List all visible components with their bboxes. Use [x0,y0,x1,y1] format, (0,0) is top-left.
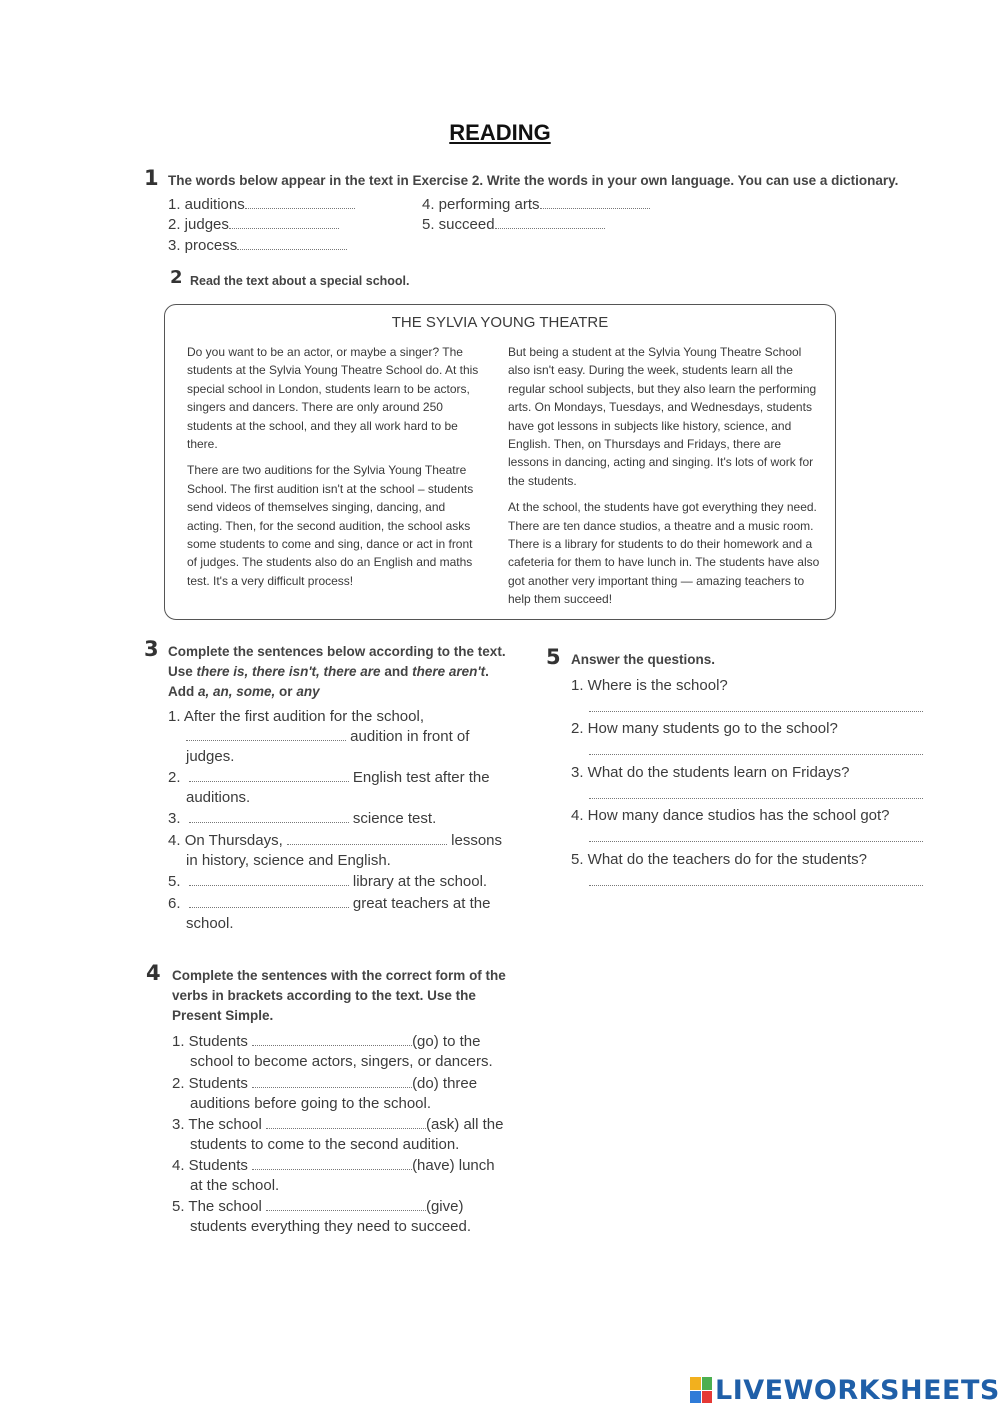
item-number: 5. [168,873,181,890]
ex1-item-label: 2. judges [168,216,229,233]
reading-right-column [508,343,824,617]
ex5-answer-4[interactable] [589,841,923,842]
exercise-4-instruction [172,966,532,1026]
ex3-inst-line: Complete the sentences below according to the text. [168,644,506,659]
ex4-item-5-line2: students everything they need to succeed. [190,1218,472,1235]
ex1-answer-2[interactable] [229,217,339,229]
ex3-answer-4[interactable] [287,833,447,845]
item-text: On Thursdays, [184,832,283,849]
ex4-inst-line: verbs in brackets according to the text. Use the [172,988,476,1003]
ex1-answer-5[interactable] [495,217,605,229]
item-text: (have) lunch [412,1157,495,1174]
ex4-item-1-line2: school to become actors, singers, or dancers. [190,1053,493,1070]
ex3-inst-line [168,662,528,682]
ex3-item-1 [168,707,424,727]
ex4-answer-1[interactable] [252,1034,412,1046]
ex5-answer-3[interactable] [589,798,923,799]
ex4-item-4 [172,1156,495,1176]
item-text: audition in front of [350,728,470,745]
ex3-answer-6[interactable] [189,896,349,908]
ex3-answer-5[interactable] [189,874,349,886]
item-text: 1. Students [172,1033,248,1050]
item-text: English test after the [352,769,490,786]
ex1-item-3 [168,236,347,256]
item-text: 3. The school [172,1116,262,1133]
item-text: 4. Students [172,1157,248,1174]
ex4-answer-2[interactable] [252,1076,412,1088]
reading-paragraph: Do you want to be an actor, or maybe a singer? The students at the Sylvia Young Theatre School do. At this special school in London, students learn to be actors, singers and dancers. There are only around 250 students at the school, and they all work hard to be there. [187,345,479,452]
ex1-item-2 [168,215,339,235]
item-text: (ask) all the [425,1116,504,1133]
reading-text-title: THE SYLVIA YOUNG THEATRE [391,314,609,331]
ex1-item-label: 3. process [168,237,238,254]
exercise-3-number: 3 [144,637,159,661]
ex3-inst-text: Add [168,684,198,699]
ex5-question-1: 1. Where is the school? [571,677,728,694]
logo-text: LIVEWORKSHEETS [715,1374,1000,1406]
item-number: 4. [168,832,181,849]
ex5-question-2: 2. How many students go to the school? [571,720,838,737]
ex1-item-label: 5. succeed [422,216,495,233]
ex4-item-4-line2: at the school. [190,1177,280,1194]
ex3-item-4-line2: in history, science and English. [186,852,391,869]
item-text: lessons [451,832,502,849]
ex3-item-6-line2: school. [186,915,234,932]
ex5-question-3: 3. What do the students learn on Fridays? [571,764,850,781]
ex4-item-1 [172,1032,480,1052]
ex4-item-5 [172,1197,463,1217]
ex4-answer-4[interactable] [252,1158,412,1170]
ex1-item-4 [422,195,650,215]
ex1-answer-4[interactable] [540,197,650,209]
ex4-item-2-line2: auditions before going to the school. [190,1095,432,1112]
reading-left-column [187,343,483,598]
item-number: 3. [168,810,181,827]
exercise-2-number: 2 [170,267,183,288]
ex1-item-5 [422,215,605,235]
ex1-answer-3[interactable] [237,238,347,250]
ex1-item-label: 4. performing arts [422,196,540,213]
reading-paragraph: But being a student at the Sylvia Young Theatre School also isn't easy. During the week, students learn all the regular school subjects, but they also learn the performing arts. On Mondays, Tuesdays, and Wednesdays, students have got lessons in subjects like history, science, and English. Then, on Thursdays and Fridays, there are lessons in dancing, acting and singing. It's lots of work for the students. [508,345,817,488]
item-number: 6. [168,895,181,912]
ex5-question-4: 4. How many dance studios has the school got? [571,807,890,824]
ex3-item-4 [168,831,502,851]
ex3-item-1-line2 [186,727,469,747]
exercise-5-instruction: Answer the questions. [571,652,716,667]
exercise-4-number: 4 [146,961,161,985]
item-text: After the first audition for the school, [183,708,424,725]
ex3-item-5 [168,872,487,892]
item-text: science test. [352,810,437,827]
ex3-inst-text: Use [168,664,197,679]
ex1-item-1 [168,195,355,215]
ex5-question-5: 5. What do the teachers do for the students? [571,851,868,868]
exercise-2-instruction: Read the text about a special school. [190,274,410,288]
ex3-inst-text: and [380,664,413,679]
item-text: (go) to the [412,1033,481,1050]
ex4-item-2 [172,1074,477,1094]
liveworksheets-logo [690,1373,1000,1407]
ex1-answer-1[interactable] [245,197,355,209]
ex3-item-2 [168,768,490,788]
item-text: (give) [425,1198,464,1215]
exercise-5-number: 5 [546,645,561,669]
item-text: library at the school. [352,873,488,890]
ex3-item-1-line3: judges. [186,748,235,765]
ex4-inst-line: Complete the sentences with the correct form of the [172,968,506,983]
item-text: 5. The school [172,1198,262,1215]
ex3-answer-2[interactable] [189,770,349,782]
ex3-inst-text: . [485,664,489,679]
exercise-1-number: 1 [144,166,159,190]
ex3-inst-line [168,682,528,702]
exercise-3-instruction [168,642,528,702]
logo-icon [690,1377,712,1403]
ex3-inst-text: or [275,684,297,699]
ex4-inst-line: Present Simple. [172,1008,274,1023]
ex3-item-3 [168,809,436,829]
item-number: 2. [168,769,181,786]
ex3-inst-phrase: there aren't [412,664,486,679]
ex3-inst-phrase: any [296,684,320,699]
reading-paragraph: There are two auditions for the Sylvia Young Theatre School. The first audition isn't at the school – students send videos of themselves singing, dancing, and acting. Then, for the second audition, the school asks some students to come and sing, dance or act in front of judges. The students also do an English and maths test. It's a very difficult process! [187,463,474,588]
ex3-inst-phrase: a, an, some, [198,684,276,699]
reading-paragraph: At the school, the students have got everything they need. There are ten dance studios, a theatre and a music room. There is a library for students to do their homework and a cafeteria for them to have lunch in. The students have also got another very important thing — amazing teachers to help them succeed! [508,500,820,607]
ex1-item-label: 1. auditions [168,196,245,213]
ex4-answer-3[interactable] [266,1117,426,1129]
item-text: (do) three [412,1075,478,1092]
item-number: 1. [168,708,181,725]
ex3-inst-phrase: there is, there isn't, there are [196,664,381,679]
ex3-item-2-line2: auditions. [186,789,251,806]
ex3-answer-1[interactable] [186,729,346,741]
ex4-item-3-line2: students to come to the second audition. [190,1136,460,1153]
ex4-item-3 [172,1115,503,1135]
ex5-answer-5[interactable] [589,885,923,886]
item-text: 2. Students [172,1075,248,1092]
ex3-answer-3[interactable] [189,811,349,823]
ex5-answer-2[interactable] [589,754,923,755]
ex5-answer-1[interactable] [589,711,923,712]
ex3-item-6 [168,894,490,914]
item-text: great teachers at the [352,895,491,912]
ex4-answer-5[interactable] [266,1199,426,1211]
exercise-1-instruction: The words below appear in the text in Exercise 2. Write the words in your own language. You can use a dictionary. [168,173,899,188]
page-title: READING [449,120,551,145]
